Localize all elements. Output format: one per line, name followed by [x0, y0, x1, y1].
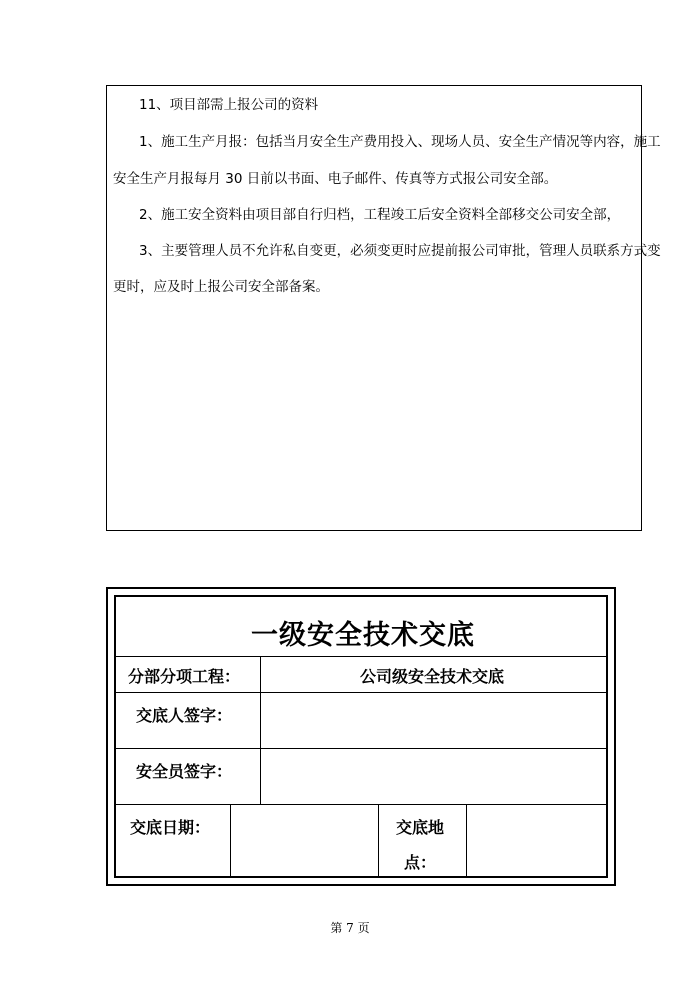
discloser-signature-field[interactable]: [261, 693, 610, 748]
page-number: 第 7 页: [330, 921, 370, 935]
safety-officer-signature-field[interactable]: [261, 749, 610, 804]
notes-heading: 11、项目部需上报公司的资料: [139, 97, 319, 113]
notes-box: [106, 85, 661, 531]
notes-item-1-line-2: 安全生产月报每月 30 日前以书面、电子邮件、传真等方式报公司安全部。: [113, 171, 558, 187]
notes-item-1-line-1: 1、施工生产月报：包括当月安全生产费用投入、现场人员、安全生产情况等内容，施工: [139, 134, 661, 150]
row-divider: [116, 656, 606, 657]
notes-item-3-line-1: 3、主要管理人员不允许私自变更，必须变更时应提前报公司审批，管理人员联系方式变: [139, 243, 661, 259]
disclosure-form: [106, 587, 616, 886]
location-label-line-1: 交底地: [396, 818, 445, 837]
notes-item-3-line-2: 更时，应及时上报公司安全部备案。: [113, 279, 329, 295]
form-title: 一级安全技术交底: [251, 620, 475, 651]
discloser-signature-label: 交底人签字：: [136, 706, 233, 725]
project-value: 公司级安全技术交底: [360, 667, 505, 686]
date-field[interactable]: [231, 805, 378, 881]
disclosure-form-inner: [114, 595, 608, 878]
project-label: 分部分项工程：: [128, 667, 241, 686]
safety-officer-signature-label: 安全员签字：: [136, 762, 233, 781]
notes-item-2: 2、施工安全资料由项目部自行归档，工程竣工后安全资料全部移交公司安全部，: [139, 207, 621, 223]
location-field[interactable]: [467, 805, 610, 881]
location-label-line-2: 点：: [404, 853, 437, 872]
column-divider: [378, 804, 379, 876]
date-label: 交底日期：: [130, 818, 211, 837]
